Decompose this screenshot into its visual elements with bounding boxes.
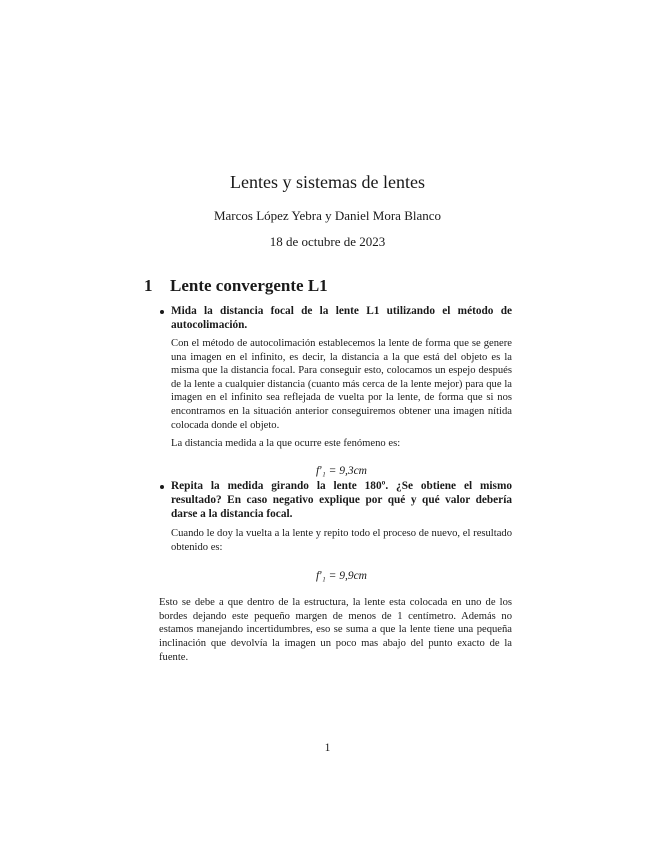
question-text: Repita la medida girando la lente 180º. ¿Se obtiene el mismo resultado? En caso negativo explique por qué y qué valor debería darse a la distancia focal. <box>171 480 512 520</box>
equation: f′₁ = 9,9cm <box>315 570 367 583</box>
document-title: Lentes y sistemas de lentes <box>230 172 425 192</box>
document-date: 18 de octubre de 2023 <box>269 234 386 249</box>
bullet-icon <box>160 310 164 314</box>
equation: f′₁ = 9,3cm <box>315 464 367 477</box>
paragraph: Cuando le doy la vuelta a la lente y repito todo el proceso de nuevo, el resultado obtenido es: <box>171 528 512 553</box>
list-item <box>159 304 512 477</box>
document-authors: Marcos López Yebra y Daniel Mora Blanco <box>213 208 442 223</box>
section-heading <box>144 276 328 296</box>
paragraph: Con el método de autocolimación establecemos la lente de forma que se genere una imagen en el infinito, es decir, la distancia a la que está del objeto es la misma que la distancia focal. Para conseguir esto, colocamos un espejo después de la lente a cualquier distancia (cuanto más cerca de la lente mejor) para que la imagen en el infinito sea reflejada de vuelta por la lente, de forma que si nos encontramos en la situación anterior conseguiremos obtener una imagen nítida colocada donde el objeto. <box>171 338 512 431</box>
paragraph: La distancia medida a la que ocurre este fenómeno es: <box>171 438 401 450</box>
section-title: Lente convergente L1 <box>170 276 328 295</box>
list-item <box>159 479 512 664</box>
paragraph: Esto se debe a que dentro de la estructura, la lente esta colocada en uno de los bordes dejando este pequeño margen de menos de 1 centímetro. Además no estamos manejando incertidumbres, eso se suma a que la lente tiene una pequeña inclinación que devolvía la imagen un poco mas abajo del punto exacto de la fuente. <box>159 597 512 663</box>
bullet-icon <box>160 485 164 489</box>
page-number: 1 <box>324 742 331 754</box>
section-number: 1 <box>144 276 153 295</box>
question-text: Mida la distancia focal de la lente L1 utilizando el método de autocolimación. <box>171 305 512 331</box>
